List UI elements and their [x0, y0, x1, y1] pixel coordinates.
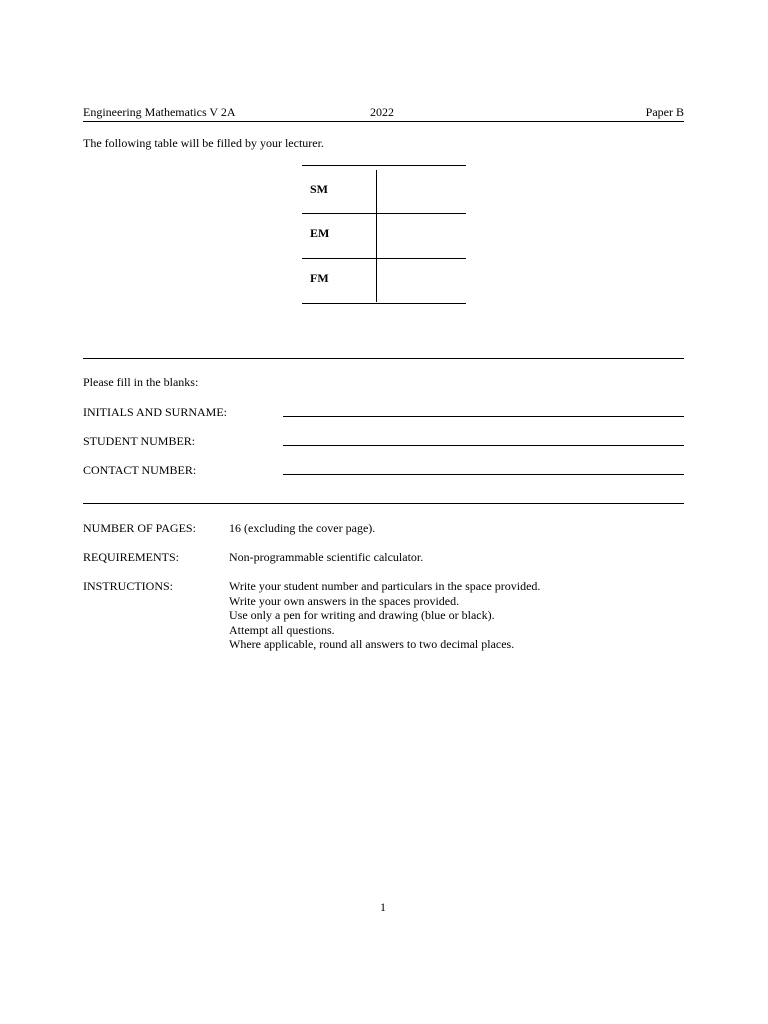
student-number-label: STUDENT NUMBER: [83, 434, 196, 448]
requirements-value: Non-programmable scientific calculator. [229, 550, 424, 564]
marks-label-em: EM [310, 226, 330, 240]
contact-number-label: CONTACT NUMBER: [83, 463, 197, 477]
instruction-item: Where applicable, round all answers to two decimal places. [229, 637, 515, 652]
contact-number-line [283, 474, 684, 475]
table-rule-1 [302, 213, 466, 214]
instruction-item: Write your student number and particulars in the space provided. [229, 579, 541, 593]
marks-label-sm: SM [310, 182, 328, 196]
table-divider-3 [376, 258, 377, 302]
marks-table [302, 165, 466, 304]
pages-value: 16 (excluding the cover page). [229, 521, 376, 535]
header-rule [83, 121, 684, 122]
section-rule-1 [83, 358, 684, 359]
table-divider-1 [376, 170, 377, 213]
instruction-item: Attempt all questions. [229, 622, 335, 637]
table-rule-2 [302, 258, 466, 259]
header-year: 2022 [370, 105, 394, 119]
header-paper: Paper B [645, 105, 684, 119]
instruction-item: Write your own answers in the spaces provided. [229, 593, 460, 608]
instructions-label: INSTRUCTIONS: [83, 579, 174, 593]
table-rule-top [302, 165, 466, 166]
marks-label-fm: FM [310, 271, 329, 285]
page-number: 1 [380, 900, 386, 914]
header-course: Engineering Mathematics V 2A [83, 105, 236, 119]
instruction-item: Use only a pen for writing and drawing (blue or black). [229, 608, 495, 623]
table-divider-2 [376, 213, 377, 258]
initials-surname-line [283, 416, 684, 417]
table-rule-bottom [302, 303, 466, 304]
requirements-label: REQUIREMENTS: [83, 550, 179, 564]
section-rule-2 [83, 503, 684, 504]
initials-surname-label: INITIALS AND SURNAME: [83, 405, 227, 419]
blanks-prompt: Please fill in the blanks: [83, 375, 199, 389]
student-number-line [283, 445, 684, 446]
instructions-list [229, 579, 540, 652]
pages-label: NUMBER OF PAGES: [83, 521, 196, 535]
intro-text: The following table will be filled by your lecturer. [83, 136, 324, 150]
